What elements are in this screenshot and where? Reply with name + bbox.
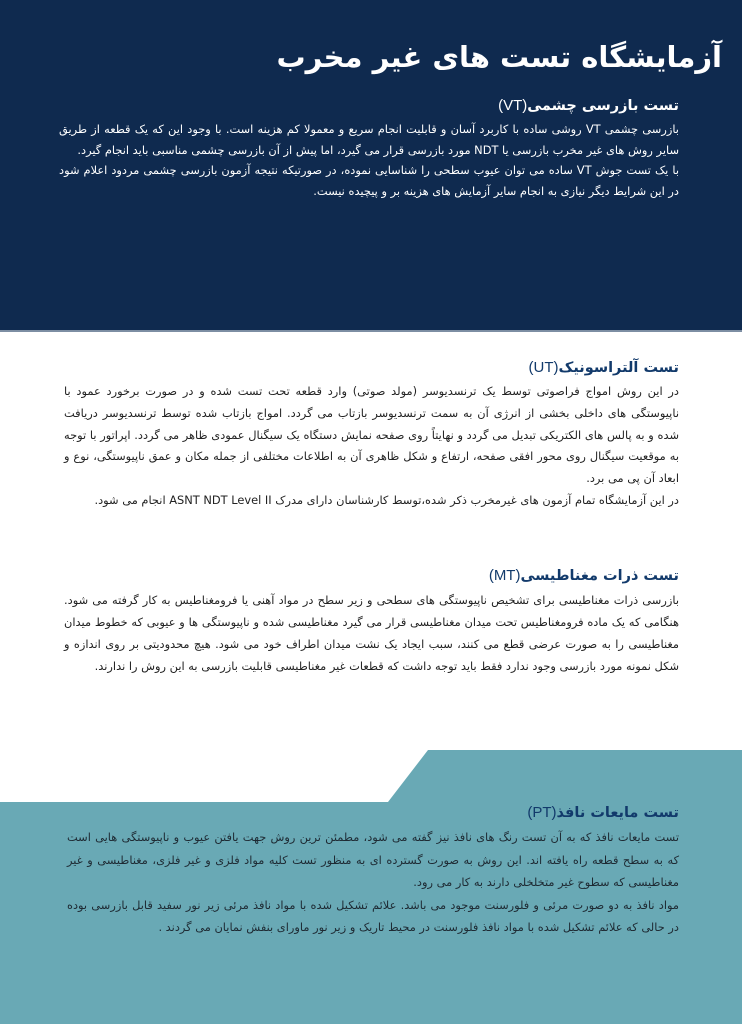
paragraph: مواد نافذ به دو صورت مرئی و فلورسنت موجود می باشد. علائم تشکیل شده با مواد نافذ مرئی زیر نور سفید قابل بازرسی بوده در حالی که علائم تشکیل شده با مواد نافذ فلورسنت در محیط تاریک و زیر نور ماورای بنفش نمایان می گردند . bbox=[67, 897, 679, 934]
paragraph: تست مایعات نافذ که به آن تست رنگ های نافذ نیز گفته می شود، مطمئن ترین روش جهت یافتن عیوب و ناپیوستگی هایی است که به سطح قطعه راه یافته اند. این روش به صورت گسترده ای به منظور تست کلیه مواد فلزی و غیر فلزی، مغناطیسی و غیر مغناطیسی که سطوح غیر متخلخلی دارند به کار می رود. bbox=[67, 830, 679, 889]
section-heading-text: تست بازرسی چشمی bbox=[527, 98, 679, 114]
section-heading-abbreviation: (MT) bbox=[488, 567, 521, 584]
section-heading-pt bbox=[67, 803, 679, 823]
paragraph: بازرسی چشمی VT روشی ساده با کاربرد آسان و قابلیت انجام سریع و معمولا کم هزینه است. با وجود این که یک قطعه از طریق سایر روش های غیر مخرب بازرسی یا NDT مورد بازرسی قرار می گیرد، اما پیش از آن بازرسی چشمی مناسبی باید انجام گیرد. bbox=[59, 122, 679, 157]
section-ultrasonic-testing bbox=[64, 358, 679, 512]
section-body-pt bbox=[67, 826, 679, 939]
section-heading-abbreviation: (VT) bbox=[498, 97, 528, 114]
paragraph: با یک تست جوش VT ساده می توان عیوب سطحی را شناسایی نموده، در صورتیکه نتیجه آزمون بازرسی چشمی مردود اعلام شود در این شرایط دیگر نیازی به انجام سایر آزمایش های هزینه بر و پیچیده نیست. bbox=[59, 163, 679, 198]
section-heading-abbreviation: (PT) bbox=[527, 804, 557, 821]
section-heading-abbreviation: (UT) bbox=[528, 359, 559, 376]
section-heading-vt bbox=[59, 96, 679, 116]
section-visual-testing bbox=[59, 96, 679, 201]
section-body-ut bbox=[64, 381, 679, 512]
page-title: آزمایشگاه تست های غیر مخرب bbox=[276, 40, 722, 74]
paragraph: در این آزمایشگاه تمام آزمون های غیرمخرب ذکر شده،توسط کارشناسان دارای مدرک ASNT NDT Level II انجام می شود. bbox=[94, 492, 679, 507]
section-body-vt bbox=[59, 119, 679, 201]
section-heading-text: تست ذرات مغناطیسی bbox=[520, 568, 679, 584]
header-band-edge-divider bbox=[0, 330, 742, 332]
section-heading-text: تست آلتراسونیک bbox=[558, 360, 679, 376]
section-penetrant-testing bbox=[67, 803, 679, 939]
section-body-mt bbox=[64, 589, 679, 677]
section-heading-mt bbox=[64, 566, 679, 586]
paragraph: بازرسی ذرات مغناطیسی برای تشخیص ناپیوستگی های سطحی و زیر سطح در مواد آهنی یا فرومغناطیس به کار گرفته می شود. هنگامی که یک ماده فرومغناطیس تحت میدان مغناطیسی قرار می گیرد مغناطیسی شده و ناپیوستگی ها و عیوبی که خطوط میدان مغناطیسی را به صورت عرضی قطع می کنند، سبب ایجاد یک نشت میدان اطراف خود می شود. هیچ محدودیتی بر روی اندازه و شکل نمونه مورد بازرسی وجود ندارد فقط باید توجه داشت که قطعات غیر مغناطیسی قابلیت بازرسی به این روش را ندارند. bbox=[64, 593, 679, 673]
paragraph: در این روش امواج فراصوتی توسط یک ترنسدیوسر (مولد صوتی) وارد قطعه تحت تست شده و در صورت برخورد عمود با ناپیوستگی های داخلی بخشی از انرژی آن به سمت ترنسدیوسر بازتاب می گردد. امواج بازتاب شده توسط ترنسدیوسر دریافت شده و به پالس های الکتریکی تبدیل می گردد و نهایتاً روی صفحه نمایش دستگاه یک سیگنال عمودی ظاهر می گردد. اپراتور با توجه به موقعیت سیگنال روی محور افقی صفحه، ارتفاع و شکل ظاهری آن به اطلاعات مختلفی از جمله مکان و عمق ناپیوستگی، نوع و ابعاد آن پی می برد. bbox=[64, 384, 679, 486]
section-heading-ut bbox=[64, 358, 679, 378]
section-magnetic-particle-testing bbox=[64, 566, 679, 677]
section-heading-text: تست مایعات نافذ bbox=[556, 805, 679, 821]
